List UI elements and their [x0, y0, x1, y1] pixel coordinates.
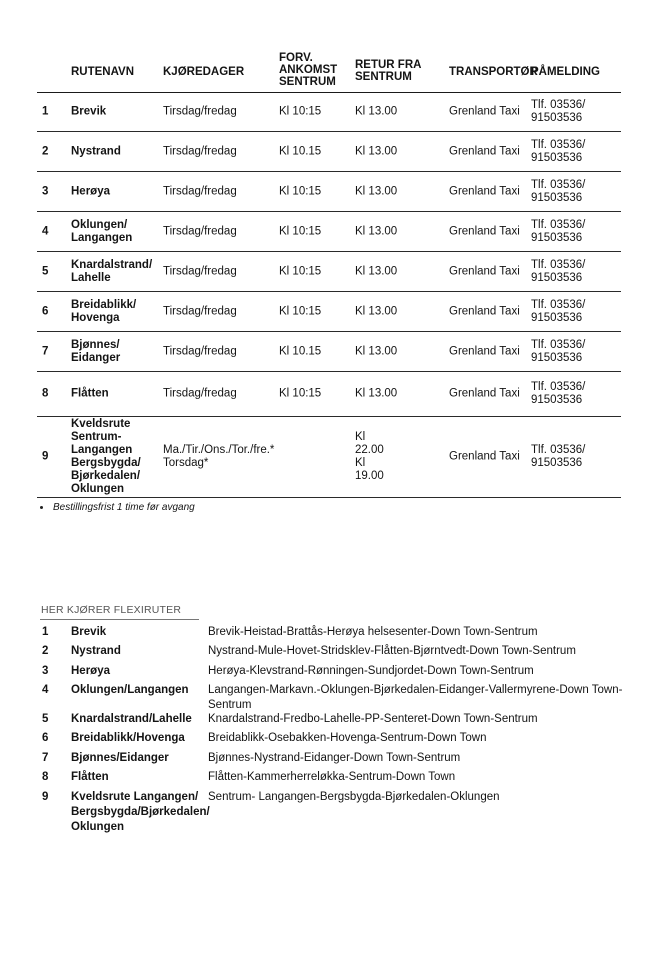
- route-phone: Tlf. 03536/ 91503536: [531, 218, 586, 244]
- route-number: 5: [42, 265, 49, 277]
- flex-name: Oklungen/Langangen: [71, 684, 189, 696]
- route-phone: Tlf. 03536/ 91503536: [531, 178, 586, 204]
- flex-route: Knardalstrand-Fredbo-Lahelle-PP-Senteret-Down Town-Sentrum: [208, 713, 538, 725]
- flex-route: Flåtten-Kammerherreløkka-Sentrum-Down Town: [208, 771, 456, 783]
- route-transport: Grenland Taxi: [449, 145, 520, 157]
- route-name: Bjønnes/ Eidanger: [71, 338, 121, 364]
- table-row: [37, 212, 621, 252]
- route-number: 2: [42, 145, 49, 157]
- route-number: 1: [42, 105, 49, 118]
- route-arrival: Kl 10:15: [279, 387, 322, 400]
- header-return: RETUR FRA SENTRUM: [355, 59, 422, 83]
- flex-name: Nystrand: [71, 645, 121, 657]
- flex-number: 7: [42, 752, 49, 764]
- route-arrival: Kl 10.15: [279, 345, 322, 357]
- flex-number: 5: [42, 713, 49, 725]
- route-name: Kveldsrute Sentrum- Langangen Bergsbygda/ Bjørkedalen/ Oklungen: [71, 418, 141, 495]
- route-arrival: Kl 10:15: [279, 265, 322, 277]
- flex-name: Breidablikk/Hovenga: [71, 732, 185, 744]
- flex-number: 8: [42, 771, 49, 783]
- header-route-name: RUTENAVN: [71, 66, 135, 78]
- flex-route: Herøya-Klevstrand-Rønningen-Sundjordet-Down Town-Sentrum: [208, 665, 534, 677]
- route-arrival: Kl 10:15: [279, 185, 322, 197]
- flex-name: Bjønnes/Eidanger: [71, 752, 169, 764]
- flex-route: Brevik-Heistad-Brattås-Herøya helsesenter-Down Town-Sentrum: [208, 626, 538, 638]
- flex-number: 2: [42, 645, 49, 657]
- flex-name: Brevik: [71, 626, 107, 638]
- flex-number: 3: [42, 665, 49, 677]
- route-return: Kl 13.00: [355, 105, 398, 118]
- table-row: [37, 372, 621, 417]
- booking-note-text: Bestillingsfrist 1 time før avgang: [53, 502, 195, 513]
- header-transport: TRANSPORTØR: [449, 66, 538, 78]
- route-number: 7: [42, 345, 49, 357]
- route-name: Breidablikk/ Hovenga: [71, 298, 137, 324]
- flex-name: Flåtten: [71, 771, 109, 783]
- flex-number: 6: [42, 732, 49, 744]
- route-days: Tirsdag/fredag: [163, 345, 237, 357]
- route-return: Kl 22.00 Kl 19.00: [355, 431, 384, 482]
- route-days: Ma./Tir./Ons./Tor./fre.* Torsdag*: [163, 444, 275, 469]
- header-signup: PÅMELDING: [531, 66, 600, 78]
- route-arrival: Kl 10.15: [279, 145, 322, 157]
- table-row: [37, 332, 621, 372]
- route-days: Tirsdag/fredag: [163, 225, 237, 237]
- route-return: Kl 13.00: [355, 145, 398, 157]
- route-transport: Grenland Taxi: [449, 265, 520, 277]
- route-name: Flåtten: [71, 387, 109, 400]
- routes-table: [37, 48, 621, 498]
- flex-number: 1: [42, 626, 49, 638]
- route-days: Tirsdag/fredag: [163, 305, 237, 317]
- route-return: Kl 13.00: [355, 305, 398, 317]
- route-phone: Tlf. 03536/ 91503536: [531, 444, 586, 469]
- flex-name: Kveldsrute Langangen/ Bergsbygda/Bjørkedalen/ Oklungen: [71, 791, 210, 833]
- route-return: Kl 13.00: [355, 185, 398, 197]
- flex-route: Bjønnes-Nystrand-Eidanger-Down Town-Sentrum: [208, 752, 461, 764]
- route-name: Nystrand: [71, 145, 121, 157]
- booking-note: [40, 502, 195, 513]
- table-row: [37, 132, 621, 172]
- route-number: 6: [42, 305, 49, 317]
- route-name: Knardalstrand/ Lahelle: [71, 258, 153, 284]
- route-phone: Tlf. 03536/ 91503536: [531, 298, 586, 324]
- flex-number: 4: [42, 684, 49, 696]
- table-row: [37, 417, 621, 498]
- flex-route: Sentrum- Langangen-Bergsbygda-Bjørkedalen-Oklungen: [208, 791, 500, 803]
- route-transport: Grenland Taxi: [449, 387, 520, 400]
- table-row: [37, 292, 621, 332]
- route-return: Kl 13.00: [355, 345, 398, 357]
- route-transport: Grenland Taxi: [449, 225, 520, 237]
- route-days: Tirsdag/fredag: [163, 387, 237, 400]
- bullet-icon: [40, 506, 43, 509]
- route-days: Tirsdag/fredag: [163, 105, 237, 118]
- route-transport: Grenland Taxi: [449, 105, 520, 118]
- route-transport: Grenland Taxi: [449, 185, 520, 197]
- route-arrival: Kl 10:15: [279, 225, 322, 237]
- flex-number: 9: [42, 791, 49, 803]
- flex-name: Herøya: [71, 665, 110, 677]
- route-name: Herøya: [71, 185, 110, 197]
- route-days: Tirsdag/fredag: [163, 145, 237, 157]
- route-return: Kl 13.00: [355, 225, 398, 237]
- route-phone: Tlf. 03536/ 91503536: [531, 338, 586, 364]
- flex-title-underline: [40, 619, 199, 620]
- route-transport: Grenland Taxi: [449, 345, 520, 357]
- route-days: Tirsdag/fredag: [163, 265, 237, 277]
- table-row: [37, 93, 621, 132]
- flex-route: Langangen-Markavn.-Oklungen-Bjørkedalen-Eidanger-Vallermyrene-Down Town-Sentrum: [208, 684, 623, 711]
- route-number: 3: [42, 185, 49, 197]
- route-phone: Tlf. 03536/ 91503536: [531, 381, 586, 406]
- route-number: 4: [42, 225, 49, 237]
- route-return: Kl 13.00: [355, 265, 398, 277]
- route-arrival: Kl 10:15: [279, 305, 322, 317]
- flex-routes-title: HER KJØRER FLEXIRUTER: [41, 604, 182, 616]
- route-return: Kl 13.00: [355, 387, 398, 400]
- route-number: 8: [42, 387, 49, 400]
- route-name: Oklungen/ Langangen: [71, 218, 133, 244]
- route-transport: Grenland Taxi: [449, 305, 520, 317]
- route-transport: Grenland Taxi: [449, 450, 520, 463]
- route-phone: Tlf. 03536/ 91503536: [531, 258, 586, 284]
- table-row: [37, 172, 621, 212]
- header-days: KJØREDAGER: [163, 66, 245, 78]
- flex-route: Breidablikk-Osebakken-Hovenga-Sentrum-Down Town: [208, 732, 487, 744]
- table-header: [37, 48, 621, 93]
- flex-name: Knardalstrand/Lahelle: [71, 713, 192, 725]
- table-row: [37, 252, 621, 292]
- route-phone: Tlf. 03536/ 91503536: [531, 99, 586, 124]
- route-number: 9: [42, 450, 49, 463]
- route-arrival: Kl 10:15: [279, 105, 322, 118]
- route-days: Tirsdag/fredag: [163, 185, 237, 197]
- route-phone: Tlf. 03536/ 91503536: [531, 138, 586, 164]
- header-arrival: FORV. ANKOMST SENTRUM: [279, 52, 338, 88]
- flex-route: Nystrand-Mule-Hovet-Stridsklev-Flåtten-Bjørntvedt-Down Town-Sentrum: [208, 645, 576, 657]
- route-name: Brevik: [71, 105, 107, 118]
